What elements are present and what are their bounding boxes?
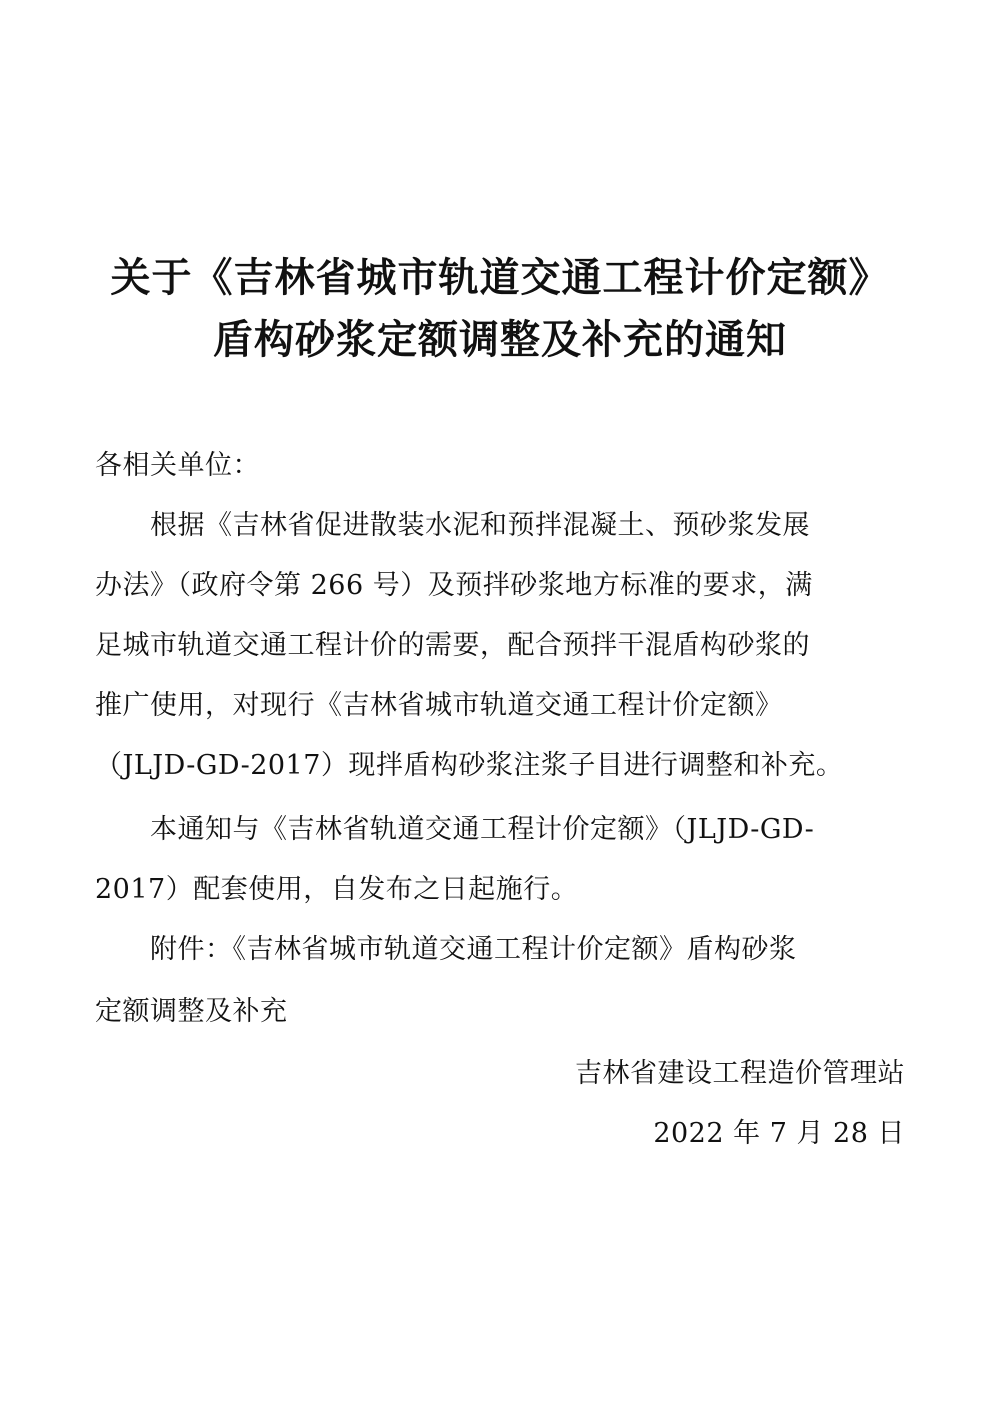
paragraph-1-line-3: 足城市轨道交通工程计价的需要，配合预拌干混盾构砂浆的 xyxy=(95,630,810,661)
paragraph-1-line-2: 办法》（政府令第 266 号）及预拌砂浆地方标准的要求，满 xyxy=(95,570,813,601)
paragraph-1-line-5: （JLJD-GD-2017）现拌盾构砂浆注浆子目进行调整和补充。 xyxy=(95,750,844,781)
issuer-name: 吉林省建设工程造价管理站 xyxy=(575,1058,905,1089)
paragraph-3-line-1: 附件：《吉林省城市轨道交通工程计价定额》盾构砂浆 xyxy=(150,934,797,965)
paragraph-1-line-4: 推广使用，对现行《吉林省城市轨道交通工程计价定额》 xyxy=(95,690,783,721)
paragraph-2-line-2: 2017）配套使用，自发布之日起施行。 xyxy=(95,874,579,905)
paragraph-2-line-1: 本通知与《吉林省轨道交通工程计价定额》（JLJD-GD- xyxy=(150,814,815,845)
paragraph-1-line-1: 根据《吉林省促进散装水泥和预拌混凝土、预砂浆发展 xyxy=(150,510,810,541)
paragraph-3-line-2: 定额调整及补充 xyxy=(95,996,288,1027)
salutation: 各相关单位： xyxy=(95,450,260,481)
document-title-line-1: 关于《吉林省城市轨道交通工程计价定额》 xyxy=(110,255,890,301)
issue-date: 2022 年 7 月 28 日 xyxy=(653,1118,905,1149)
document-title-line-2: 盾构砂浆定额调整及补充的通知 xyxy=(213,317,787,363)
